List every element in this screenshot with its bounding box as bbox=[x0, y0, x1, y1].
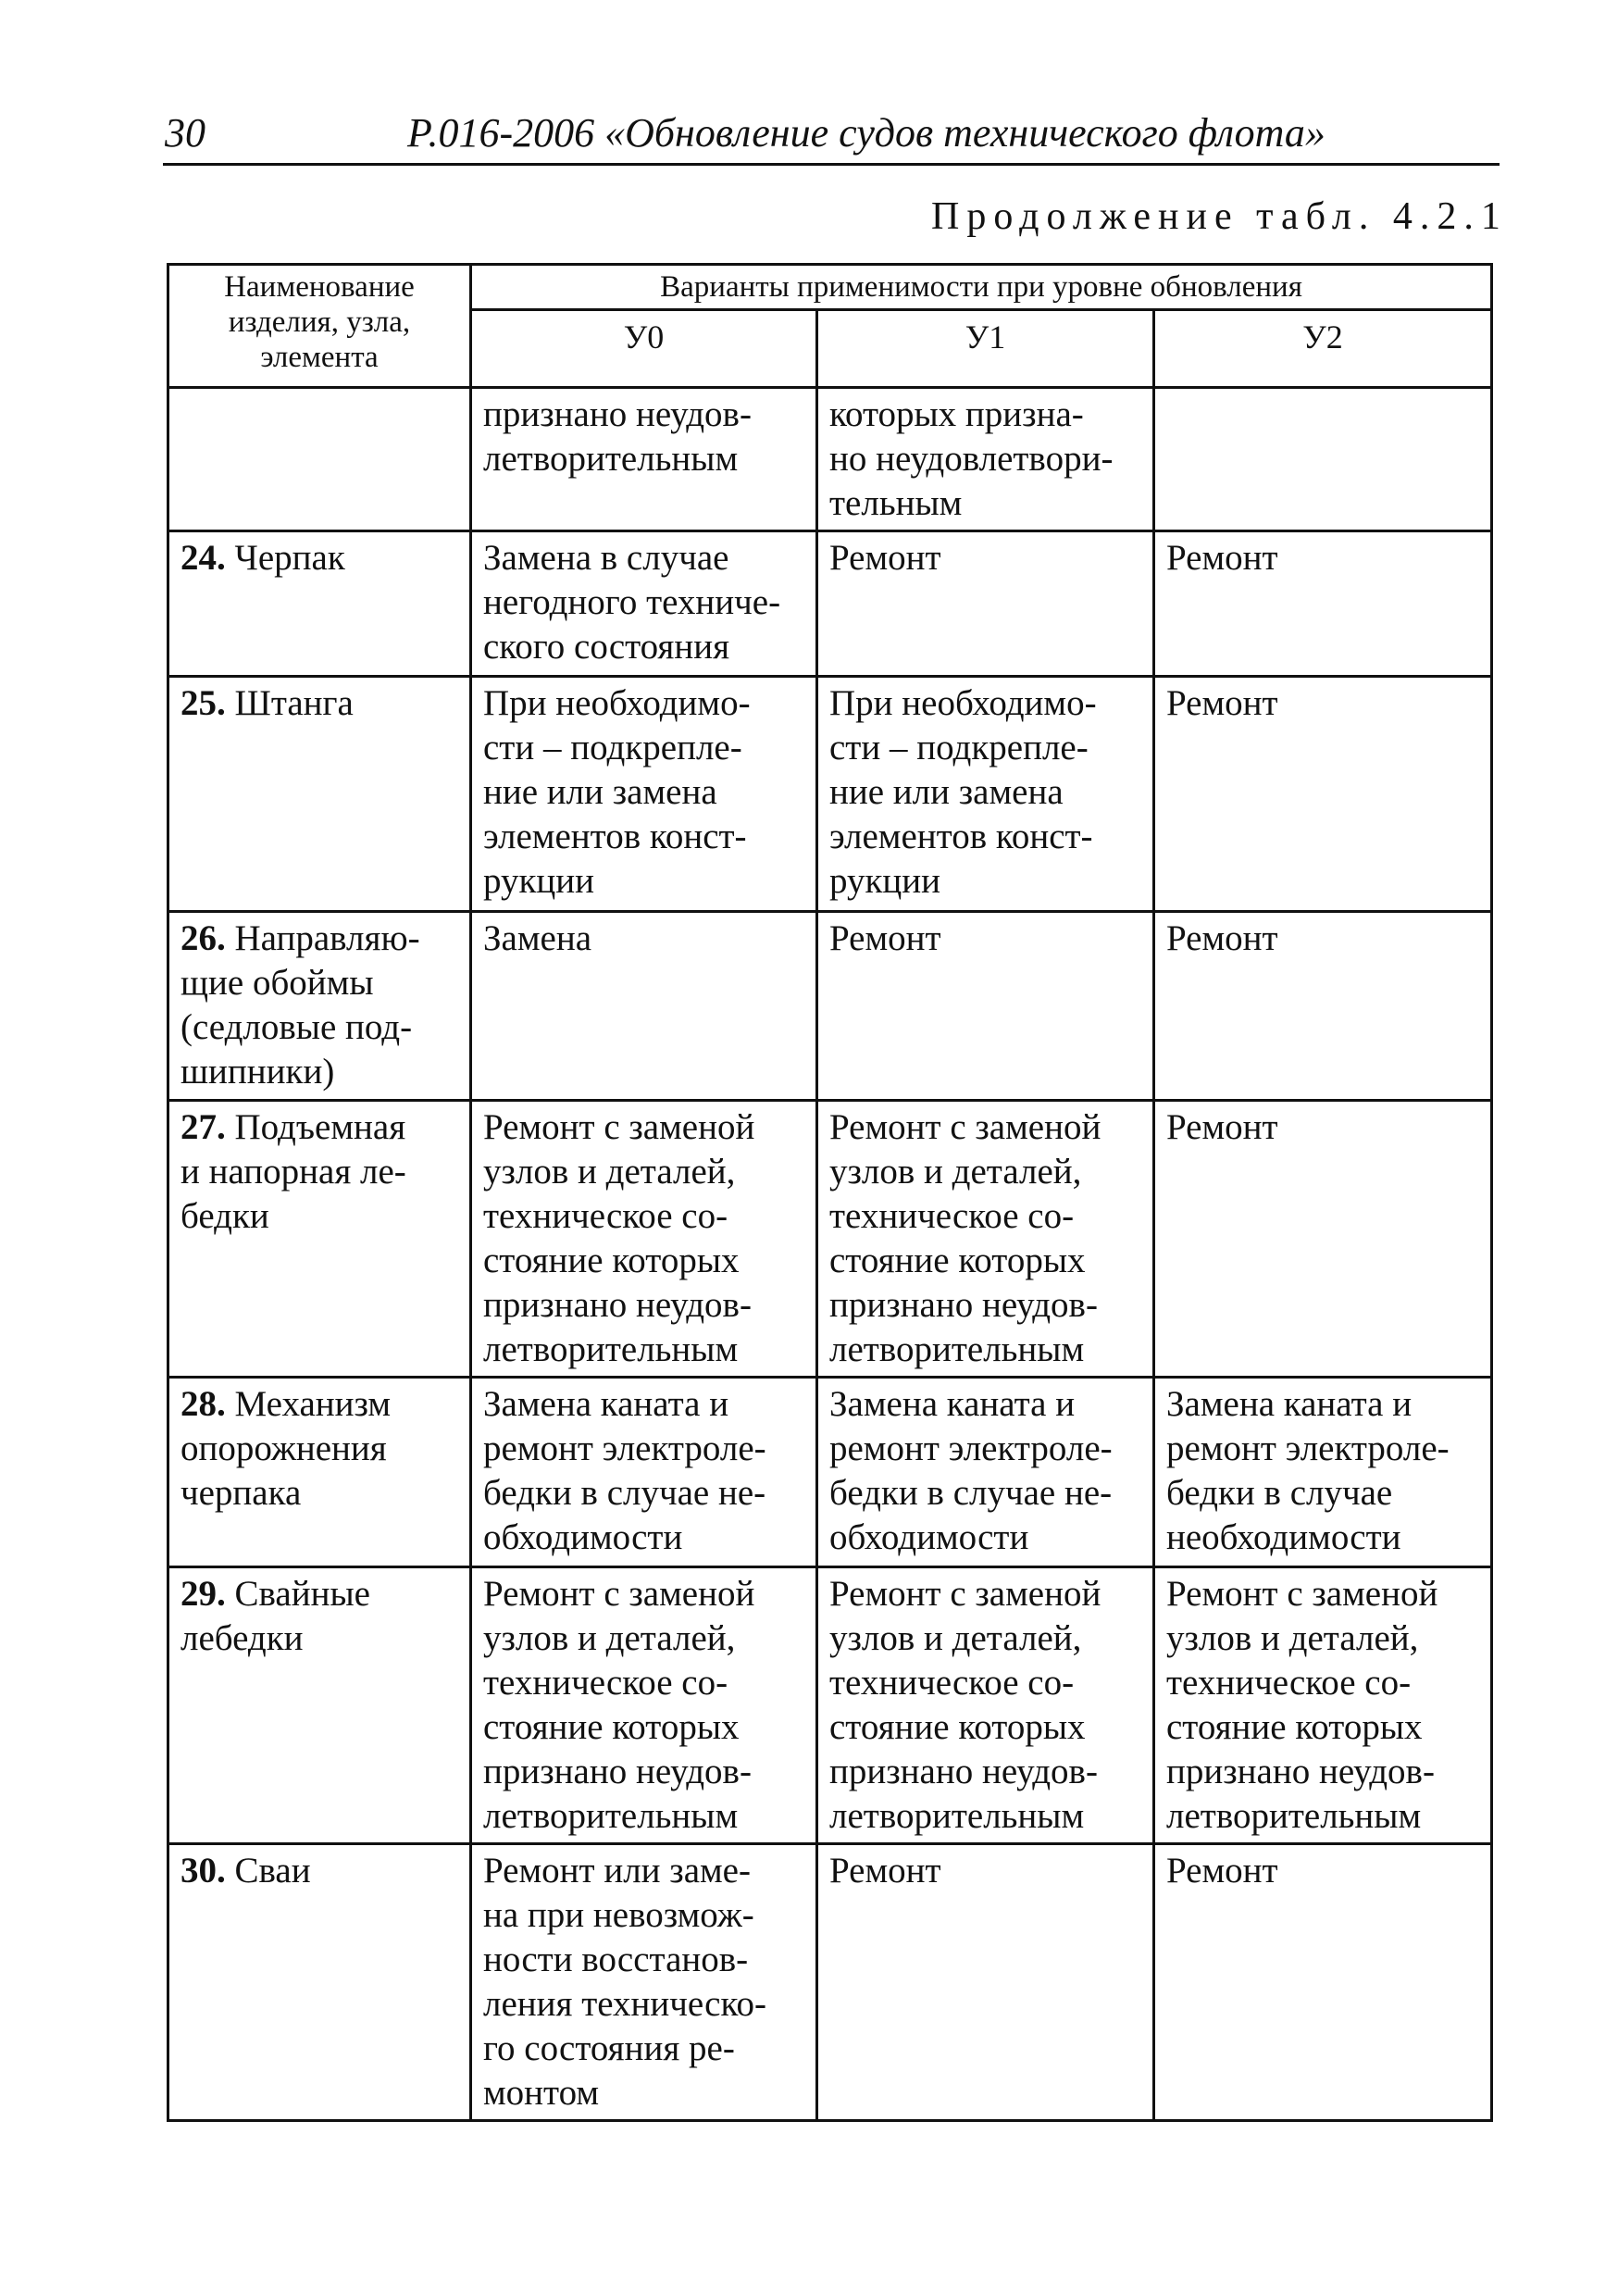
cell-u1: При необходимо- сти – подкрепле- ние или замена элементов конст- рукции bbox=[817, 677, 1154, 912]
cell-u0: Замена в случае негодного техниче- ского состояния bbox=[471, 531, 817, 677]
cell-u1: Ремонт bbox=[817, 912, 1154, 1101]
table-caption: Продолжение табл. 4.2.1 bbox=[931, 195, 1508, 238]
cell-u0: Ремонт с заменой узлов и деталей, техническое со- стояние которых признано неудов- летворительным bbox=[471, 1567, 817, 1844]
cell-u0: Замена bbox=[471, 912, 817, 1101]
item-name: Сваи bbox=[225, 1851, 311, 1890]
applicability-table bbox=[167, 263, 1493, 2122]
item-number: 26. bbox=[180, 918, 226, 958]
cell-u1: Ремонт с заменой узлов и деталей, техническое со- стояние которых признано неудов- летворительным bbox=[817, 1567, 1154, 1844]
item-name: Черпак bbox=[225, 538, 345, 578]
cell-u1: Ремонт с заменой узлов и деталей, техническое со- стояние которых признано неудов- летворительным bbox=[817, 1101, 1154, 1378]
item-name-cell bbox=[168, 1567, 471, 1844]
header-rule bbox=[163, 163, 1500, 166]
item-number: 24. bbox=[180, 538, 226, 578]
item-name: Штанга bbox=[225, 683, 354, 723]
item-number: 27. bbox=[180, 1107, 226, 1147]
item-number: 25. bbox=[180, 683, 226, 723]
cell-u1: Ремонт bbox=[817, 1844, 1154, 2121]
header-level-u1: У1 bbox=[817, 310, 1154, 388]
table-row bbox=[168, 1567, 1492, 1844]
item-name-cell bbox=[168, 388, 471, 531]
item-name: Подъемная и напорная ле- бедки bbox=[180, 1107, 406, 1236]
item-name-cell bbox=[168, 1378, 471, 1567]
table-row bbox=[168, 912, 1492, 1101]
table-row bbox=[168, 1844, 1492, 2121]
cell-u2: Ремонт с заменой узлов и деталей, техническое со- стояние которых признано неудов- летворительным bbox=[1154, 1567, 1492, 1844]
running-title: Р.016-2006 «Обновление судов технического флота» bbox=[407, 110, 1326, 156]
item-name: Направляю- щие обоймы (седловые под- шипники) bbox=[180, 918, 420, 1092]
cell-u0: признано неудов- летворительным bbox=[471, 388, 817, 531]
item-name-cell bbox=[168, 677, 471, 912]
header-variants-group: Варианты применимости при уровне обновления bbox=[471, 265, 1492, 310]
item-name-cell bbox=[168, 531, 471, 677]
cell-u1: которых призна- но неудовлетвори- тельным bbox=[817, 388, 1154, 531]
table-row bbox=[168, 388, 1492, 531]
table-row bbox=[168, 677, 1492, 912]
cell-u0: При необходимо- сти – подкрепле- ние или замена элементов конст- рукции bbox=[471, 677, 817, 912]
cell-u2: Ремонт bbox=[1154, 531, 1492, 677]
item-name-cell bbox=[168, 1101, 471, 1378]
page-number: 30 bbox=[165, 110, 205, 156]
cell-u1: Замена каната и ремонт электроле- бедки в случае не- обходимости bbox=[817, 1378, 1154, 1567]
item-name: Свайные лебедки bbox=[180, 1574, 370, 1658]
header-level-u2: У2 bbox=[1154, 310, 1492, 388]
cell-u2 bbox=[1154, 388, 1492, 531]
item-number: 29. bbox=[180, 1574, 226, 1614]
header-item-name: Наименование изделия, узла, элемента bbox=[168, 265, 471, 388]
cell-u2: Ремонт bbox=[1154, 677, 1492, 912]
item-name-cell bbox=[168, 1844, 471, 2121]
header-level-u0: У0 bbox=[471, 310, 817, 388]
cell-u1: Ремонт bbox=[817, 531, 1154, 677]
table-row bbox=[168, 1101, 1492, 1378]
table-row bbox=[168, 1378, 1492, 1567]
cell-u2: Ремонт bbox=[1154, 1101, 1492, 1378]
cell-u2: Ремонт bbox=[1154, 1844, 1492, 2121]
item-name: Механизм опорожнения черпака bbox=[180, 1384, 392, 1513]
table-row bbox=[168, 531, 1492, 677]
item-number: 30. bbox=[180, 1851, 226, 1890]
table-header-row bbox=[168, 265, 1492, 310]
cell-u0: Ремонт с заменой узлов и деталей, техническое со- стояние которых признано неудов- летворительным bbox=[471, 1101, 817, 1378]
item-name-cell bbox=[168, 912, 471, 1101]
cell-u0: Ремонт или заме- на при невозмож- ности восстанов- ления техническо- го состояния ре- монтом bbox=[471, 1844, 817, 2121]
cell-u0: Замена каната и ремонт электроле- бедки в случае не- обходимости bbox=[471, 1378, 817, 1567]
cell-u2: Замена каната и ремонт электроле- бедки в случае необходимости bbox=[1154, 1378, 1492, 1567]
item-number: 28. bbox=[180, 1384, 226, 1424]
cell-u2: Ремонт bbox=[1154, 912, 1492, 1101]
